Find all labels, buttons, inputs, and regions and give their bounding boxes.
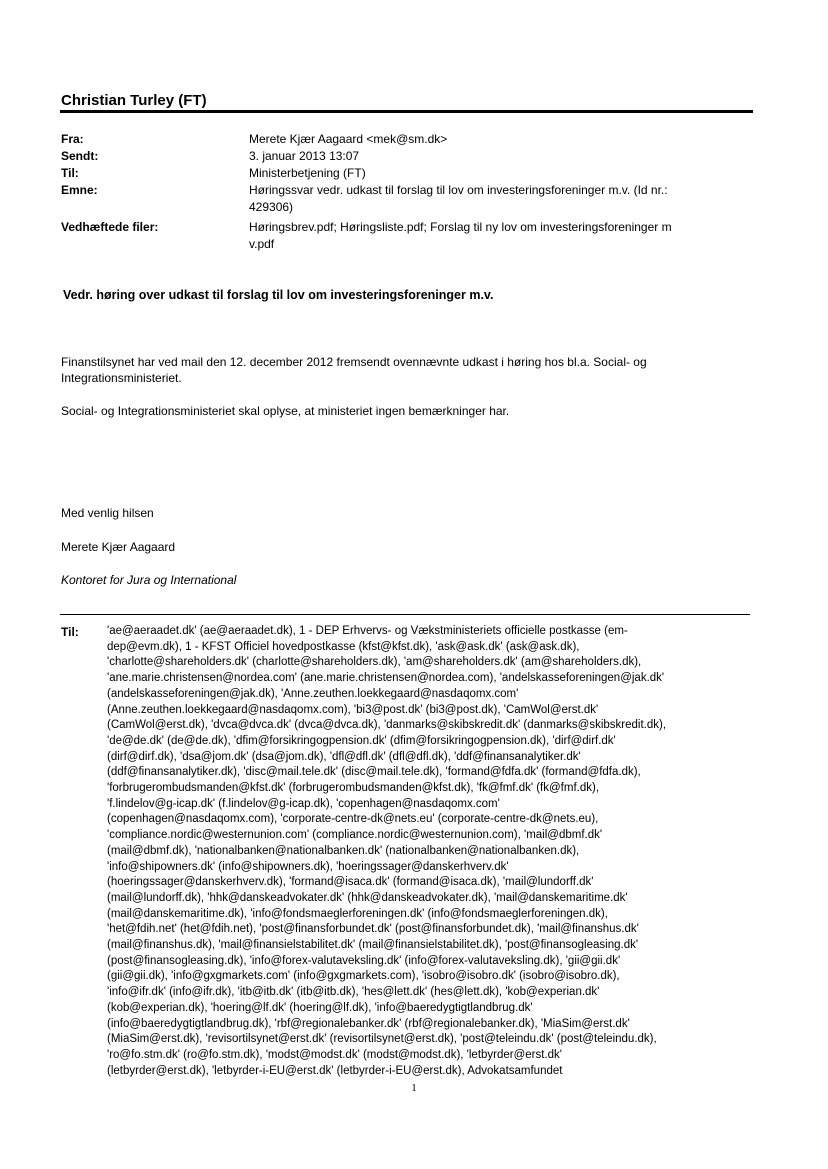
recipients-line: (mail@dbmf.dk), 'nationalbanken@nationalbanken.dk' (nationalbanken@nationalbanken.dk), <box>107 844 580 857</box>
recipients-line: (kob@experian.dk), 'hoering@lf.dk' (hoering@lf.dk), 'info@baeredygtigtlandbrug.dk' <box>107 1001 533 1014</box>
attachments-label: Vedhæftede filer: <box>61 220 159 234</box>
recipients-line: 'ane.marie.christensen@nordea.com' (ane.marie.christensen@nordea.com), 'andelskasseforeningen@jak.dk' <box>107 672 665 685</box>
sent-label: Sendt: <box>61 149 99 163</box>
sent-value: 3. januar 2013 13:07 <box>249 149 360 163</box>
recipients-list <box>107 624 753 1079</box>
recipients-line: 'info@ifr.dk' (info@ifr.dk), 'itb@itb.dk' (itb@itb.dk), 'hes@lett.dk' (hes@lett.dk), 'kob@experian.dk' <box>107 986 600 999</box>
recipients-line: dep@evm.dk), 1 - KFST Officiel hovedpostkasse (kfst@kfst.dk), 'ask@ask.dk' (ask@ask.dk), <box>107 640 580 653</box>
to-value: Ministerbetjening (FT) <box>249 166 366 180</box>
greeting: Med venlig hilsen <box>61 506 154 520</box>
recipients-line: 'compliance.nordic@westernunion.com' (compliance.nordic@westernunion.com), 'mail@dbmf.dk' <box>107 829 603 842</box>
recipients-line: (gii@gii.dk), 'info@gxgmarkets.com' (info@gxgmarkets.com), 'isobro@isobro.dk' (isobro@isobro.dk), <box>107 970 620 983</box>
signature-name: Merete Kjær Aagaard <box>61 540 176 554</box>
recipients-label: Til: <box>61 625 79 639</box>
recipients-line: 'forbrugerombudsmanden@kfst.dk' (forbrugerombudsmanden@kfst.dk), 'fk@fmf.dk' (fk@fmf.dk), <box>107 782 600 795</box>
subject-value-line1: Høringssvar vedr. udkast til forslag til lov om investeringsforeninger m.v. (Id nr.: <box>249 183 668 197</box>
recipients-line: (MiaSim@erst.dk), 'revisortilsynet@erst.dk' (revisortilsynet@erst.dk), 'post@teleindu.dk' (post@teleindu.dk), <box>107 1033 657 1046</box>
recipients-line: 'de@de.dk' (de@de.dk), 'dfim@forsikringogpension.dk' (dfim@forsikringogpension.dk), 'dirf@dirf.dk' <box>107 734 616 747</box>
recipients-line: (post@finansogleasing.dk), 'info@forex-valutaveksling.dk' (info@forex-valutaveksling.dk), 'gii@gii.dk' <box>107 954 621 967</box>
to-label: Til: <box>61 166 79 180</box>
sender-name: Christian Turley (FT) <box>61 92 207 109</box>
recipients-line: 'f.lindelov@g-icap.dk' (f.lindelov@g-icap.dk), 'copenhagen@nasdaqomx.com' <box>107 797 500 810</box>
attachments-value-line2: v.pdf <box>249 237 275 251</box>
recipients-line: (mail@danskemaritime.dk), 'info@fondsmaeglerforeningen.dk' (info@fondsmaeglerforeningen.dk), <box>107 907 608 920</box>
body-paragraph-2: Social- og Integrationsministeriet skal oplyse, at ministeriet ingen bemærkninger har. <box>61 404 510 418</box>
recipients-line: 'info@shipowners.dk' (info@shipowners.dk), 'hoeringssager@danskerhverv.dk' <box>107 860 509 873</box>
from-label: Fra: <box>61 132 84 146</box>
body-paragraph-1-line2: Integrationsministeriet. <box>61 371 182 385</box>
attachments-value-line1: Høringsbrev.pdf; Høringsliste.pdf; Forslag til ny lov om investeringsforeninger m <box>249 220 672 234</box>
recipients-line: 'het@fdih.net' (het@fdih.net), 'post@finansforbundet.dk' (post@finansforbundet.dk), 'mail@finanshus.dk' <box>107 923 639 936</box>
from-value: Merete Kjær Aagaard <mek@sm.dk> <box>249 132 448 146</box>
signature-office: Kontoret for Jura og International <box>61 573 237 587</box>
recipients-line: (Anne.zeuthen.loekkegaard@nasdaqomx.com), 'bi3@post.dk' (bi3@post.dk), 'CamWol@erst.dk' <box>107 703 599 716</box>
recipients-divider <box>60 614 750 615</box>
recipients-line: (mail@lundorff.dk), 'hhk@danskeadvokater.dk' (hhk@danskeadvokater.dk), 'mail@danskemaritime.dk' <box>107 891 628 904</box>
recipients-line: (hoeringssager@danskerhverv.dk), 'formand@isaca.dk' (formand@isaca.dk), 'mail@lundorff.dk' <box>107 876 594 889</box>
recipients-line: 'ae@aeraadet.dk' (ae@aeraadet.dk), 1 - DEP Erhvervs- og Vækstministeriets officielle postkasse (em- <box>107 625 628 637</box>
subject-heading: Vedr. høring over udkast til forslag til lov om investeringsforeninger m.v. <box>63 288 494 302</box>
recipients-line: (dirf@dirf.dk), 'dsa@jom.dk' (dsa@jom.dk), 'dfl@dfl.dk' (dfl@dfl.dk), 'ddf@finansanalytiker.dk' <box>107 750 581 763</box>
body-paragraph-1-line1: Finanstilsynet har ved mail den 12. december 2012 fremsendt ovennævnte udkast i høring hos bl.a. Social- og <box>61 355 647 369</box>
recipients-line: (CamWol@erst.dk), 'dvca@dvca.dk' (dvca@dvca.dk), 'danmarks@skibskredit.dk' (danmarks@skibskredit.dk), <box>107 719 667 732</box>
page-number: 1 <box>411 1082 417 1094</box>
recipients-line: 'ro@fo.stm.dk' (ro@fo.stm.dk), 'modst@modst.dk' (modst@modst.dk), 'letbyrder@erst.dk' <box>107 1048 562 1061</box>
subject-label: Emne: <box>61 183 98 197</box>
recipients-line: 'charlotte@shareholders.dk' (charlotte@shareholders.dk), 'am@shareholders.dk' (am@shareholders.dk), <box>107 656 642 669</box>
recipients-line: (mail@finanshus.dk), 'mail@finansielstabilitet.dk' (mail@finansielstabilitet.dk), 'post@finansogleasing.dk' <box>107 939 639 952</box>
header-divider <box>60 110 753 113</box>
recipients-line: (info@baeredygtigtlandbrug.dk), 'rbf@regionalebanker.dk' (rbf@regionalebanker.dk), 'MiaSim@erst.dk' <box>107 1017 630 1030</box>
recipients-line: (andelskasseforeningen@jak.dk), 'Anne.zeuthen.loekkegaard@nasdaqomx.com' <box>107 687 519 700</box>
recipients-line: (letbyrder@erst.dk), 'letbyrder-i-EU@erst.dk' (letbyrder-i-EU@erst.dk), Advokatsamfundet <box>107 1064 563 1077</box>
recipients-line: (ddf@finansanalytiker.dk), 'disc@mail.tele.dk' (disc@mail.tele.dk), 'formand@fdfa.dk' (formand@fdfa.dk), <box>107 766 641 779</box>
subject-value-line2: 429306) <box>249 200 294 214</box>
recipients-line: (copenhagen@nasdaqomx.com), 'corporate-centre-dk@nets.eu' (corporate-centre-dk@nets.eu), <box>107 813 599 826</box>
